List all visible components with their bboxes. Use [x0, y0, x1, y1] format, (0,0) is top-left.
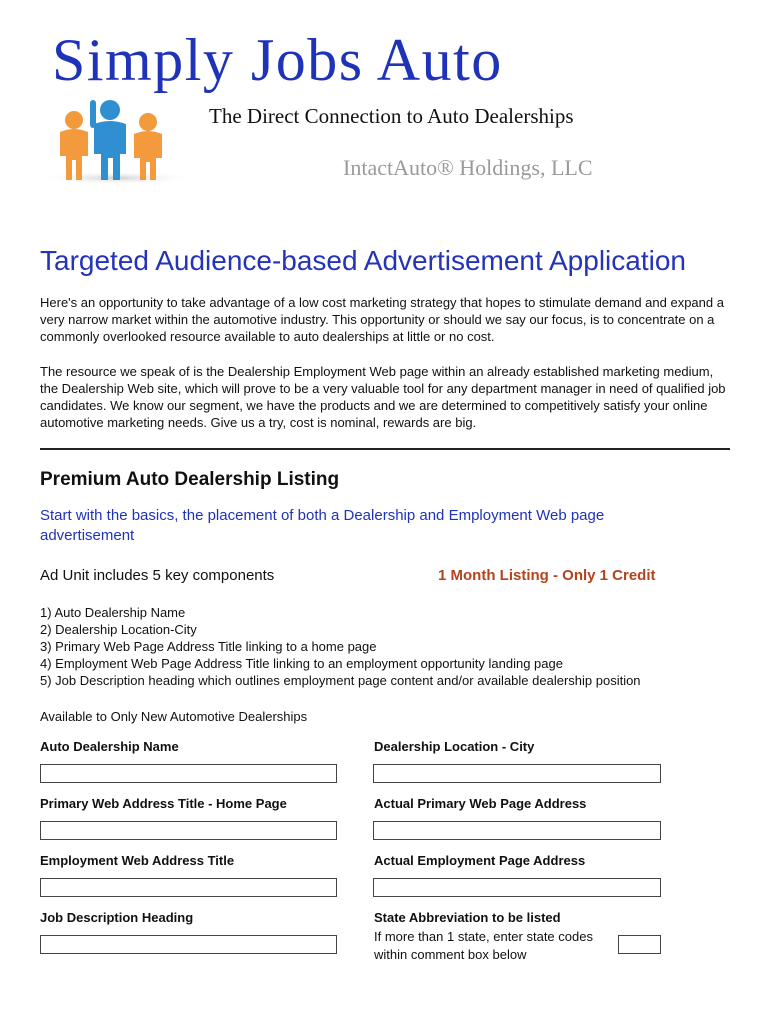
company-holdings: IntactAuto® Holdings, LLC: [343, 155, 593, 180]
list-item: 3) Primary Web Page Address Title linking to a home page: [40, 639, 377, 654]
location-input[interactable]: [373, 764, 661, 783]
section-divider: [40, 448, 730, 450]
state-note: If more than 1 state, enter state codes within comment box below: [374, 929, 593, 962]
tagline: The Direct Connection to Auto Dealerships: [209, 104, 574, 128]
credit-price: 1 Month Listing - Only 1 Credit: [438, 567, 656, 584]
job-heading-label: Job Description Heading: [40, 910, 194, 925]
ad-unit-text: Ad Unit includes 5 key components: [40, 567, 275, 584]
employment-title-input[interactable]: [40, 878, 337, 897]
list-item: 4) Employment Web Page Address Title linking to an employment opportunity landing page: [40, 656, 563, 671]
intro-paragraph-1: Here's an opportunity to take advantage of a low cost marketing strategy that hopes to stimulate demand and expand a very narrow market within the automotive industry. This opportunity or should we say our focus, is to concentrate on a commonly overlooked resource available to auto dealerships at little or no cost.: [40, 295, 724, 344]
list-item: 1) Auto Dealership Name: [40, 605, 186, 620]
listing-subtitle: Start with the basics, the placement of both a Dealership and Employment Web page advertisement: [40, 507, 605, 544]
job-heading-input[interactable]: [40, 935, 337, 954]
primary-address-label: Actual Primary Web Page Address: [374, 796, 587, 811]
employment-address-input[interactable]: [373, 878, 661, 897]
primary-title-input[interactable]: [40, 821, 337, 840]
page-title: Targeted Audience-based Advertisement Application: [40, 245, 686, 276]
listing-title: Premium Auto Dealership Listing: [40, 469, 340, 490]
intro-paragraph-2: The resource we speak of is the Dealership Employment Web page within an already established marketing medium, the Dealership Web site, which will prove to be a very valuable tool for any department manager in need of qualified job candidates. We know our segment, we have the products and we are determined to competitively satisfy your online automotive marketing needs. Give us a try, cost is nominal, rewards are big.: [40, 364, 726, 430]
location-label: Dealership Location - City: [374, 739, 535, 754]
components-list: [40, 604, 641, 689]
state-label: State Abbreviation to be listed: [374, 910, 561, 925]
brand-logo-text: Simply Jobs Auto: [52, 27, 503, 93]
employment-title-label: Employment Web Address Title: [40, 853, 235, 868]
person-right: [139, 113, 157, 131]
person-middle: [100, 100, 120, 120]
person-left: [65, 111, 83, 129]
list-item: 2) Dealership Location-City: [40, 622, 197, 637]
employment-address-label: Actual Employment Page Address: [374, 853, 586, 868]
people-group-icon: [36, 96, 202, 186]
dealer-name-label: Auto Dealership Name: [40, 739, 179, 754]
dealer-name-input[interactable]: [40, 764, 337, 783]
state-abbreviation-input[interactable]: [618, 935, 661, 954]
primary-title-label: Primary Web Address Title - Home Page: [40, 796, 287, 811]
primary-address-input[interactable]: [373, 821, 661, 840]
availability-note: Available to Only New Automotive Dealerships: [40, 709, 308, 724]
list-item: 5) Job Description heading which outlines employment page content and/or available dealership position: [40, 673, 641, 688]
